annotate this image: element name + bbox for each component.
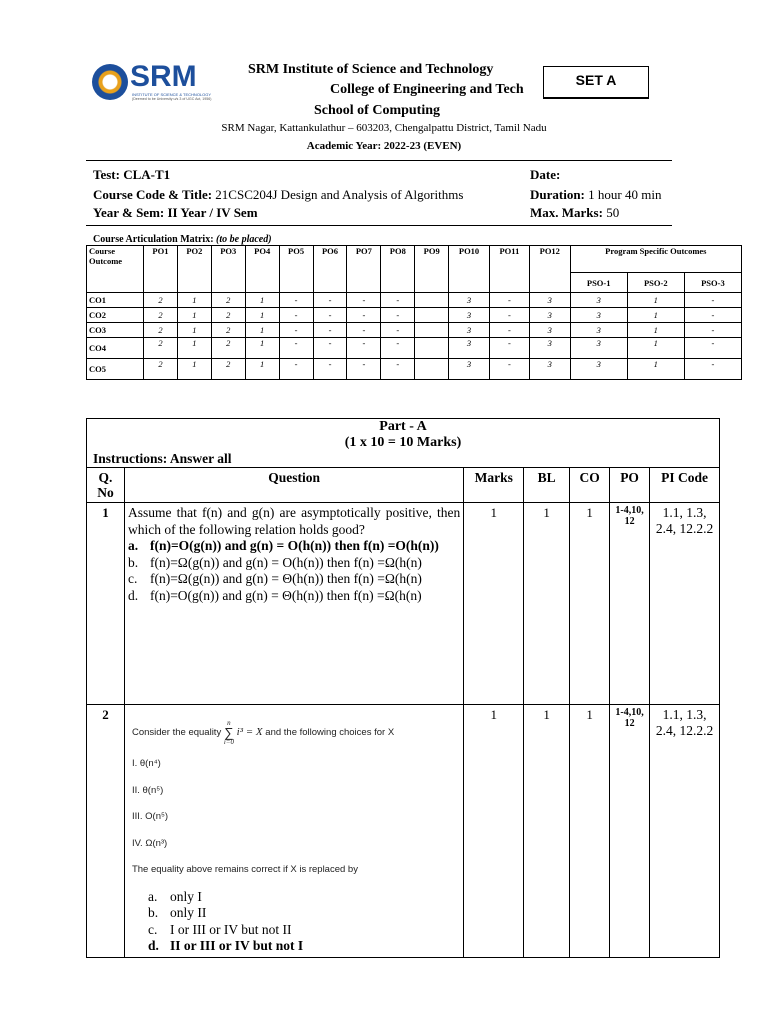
matrix-cell: [415, 308, 449, 323]
matrix-cell: 2: [144, 359, 178, 380]
matrix-caption: Course Articulation Matrix: (to be placed): [93, 234, 272, 245]
matrix-cell: 1: [177, 293, 211, 308]
co-header: CO: [570, 468, 610, 503]
matrix-row: [87, 338, 742, 359]
course-code-title: Course Code & Title: 21CSC204J Design and Analysis of Algorithms: [93, 187, 464, 202]
co-value: 1: [570, 503, 610, 705]
matrix-cell: [415, 293, 449, 308]
matrix-row: [87, 323, 742, 338]
matrix-cell: -: [489, 308, 529, 323]
matrix-cell: -: [347, 293, 381, 308]
matrix-cell: 3: [570, 338, 627, 359]
po-header: PO6: [313, 246, 347, 293]
po-header: PO3: [211, 246, 245, 293]
part-a-table: [86, 418, 720, 958]
divider: [86, 225, 672, 226]
question-number: 1: [87, 503, 125, 705]
matrix-cell: 3: [529, 308, 570, 323]
matrix-cell: -: [684, 338, 741, 359]
college-name: College of Engineering and Tech: [330, 82, 524, 97]
matrix-cell: -: [279, 323, 313, 338]
option-b: b. f(n)=Ω(g(n)) and g(n) = O(h(n)) then f(n) =Ω(h(n): [127, 554, 422, 570]
matrix-cell: 3: [570, 308, 627, 323]
option-a: a. only I: [147, 888, 202, 904]
matrix-cell: 1: [245, 338, 279, 359]
po-header: PO: [610, 468, 650, 503]
matrix-cell: -: [381, 338, 415, 359]
option-d: d. II or III or IV but not I: [147, 938, 304, 953]
matrix-cell: 2: [144, 323, 178, 338]
po-header: PO9: [415, 246, 449, 293]
po-header: PO2: [177, 246, 211, 293]
matrix-cell: 3: [449, 359, 490, 380]
matrix-cell: -: [684, 308, 741, 323]
matrix-cell: -: [381, 359, 415, 380]
matrix-cell: -: [347, 338, 381, 359]
matrix-cell: -: [347, 323, 381, 338]
po-header: PO5: [279, 246, 313, 293]
question-image: [128, 707, 460, 879]
course-outcome-cell: CO4: [87, 338, 144, 359]
bl-value: 1: [524, 503, 570, 705]
matrix-cell: -: [381, 323, 415, 338]
matrix-cell: 3: [529, 293, 570, 308]
matrix-cell: 3: [570, 293, 627, 308]
matrix-cell: -: [279, 359, 313, 380]
question-1: [124, 503, 463, 705]
divider: [86, 160, 672, 161]
po-header: PO1: [144, 246, 178, 293]
course-outcome-cell: CO3: [87, 323, 144, 338]
part-marks-scheme: (1 x 10 = 10 Marks): [344, 435, 462, 450]
matrix-cell: 1: [245, 359, 279, 380]
image-closing: The equality above remains correct if X is replaced by: [131, 864, 358, 875]
matrix-cell: 3: [449, 323, 490, 338]
option-b: b. only II: [147, 905, 207, 920]
max-marks: Max. Marks: 50: [530, 205, 620, 220]
matrix-cell: 2: [144, 293, 178, 308]
matrix-cell: -: [279, 293, 313, 308]
matrix-cell: 3: [529, 359, 570, 380]
matrix-cell: -: [313, 338, 347, 359]
matrix-cell: 3: [529, 323, 570, 338]
matrix-cell: -: [489, 338, 529, 359]
matrix-row: [87, 293, 742, 308]
matrix-cell: 2: [211, 323, 245, 338]
matrix-cell: 1: [245, 323, 279, 338]
matrix-cell: -: [684, 323, 741, 338]
bl-value: 1: [524, 705, 570, 958]
matrix-cell: 1: [245, 293, 279, 308]
matrix-row: [87, 308, 742, 323]
matrix-cell: 1: [177, 338, 211, 359]
matrix-cell: 1: [177, 308, 211, 323]
matrix-cell: 2: [144, 308, 178, 323]
matrix-row: [87, 359, 742, 380]
marks-header: Marks: [464, 468, 524, 503]
matrix-cell: -: [347, 359, 381, 380]
question-text: Assume that f(n) and g(n) are asymptotically positive, then which of the following relation holds good?: [127, 505, 461, 537]
matrix-cell: -: [313, 293, 347, 308]
course-outcome-cell: CO5: [87, 359, 144, 380]
option-c: c. I or III or IV but not II: [147, 921, 292, 937]
image-choice: II. θ(n⁵): [131, 784, 164, 796]
po-header: PO7: [347, 246, 381, 293]
matrix-cell: -: [489, 359, 529, 380]
matrix-cell: -: [381, 308, 415, 323]
address: SRM Nagar, Kattankulathur – 603203, Chengalpattu District, Tamil Nadu: [221, 122, 547, 134]
po-header: PO11: [489, 246, 529, 293]
date-label: Date:: [530, 167, 561, 182]
po-value: 1-4,10, 12: [610, 503, 650, 705]
logo-text: SRM: [130, 60, 197, 93]
matrix-cell: 1: [245, 308, 279, 323]
pso-group-header: Program Specific Outcomes: [570, 246, 741, 273]
po-header: PO10: [449, 246, 490, 293]
course-outcome-cell: CO2: [87, 308, 144, 323]
matrix-cell: 3: [570, 359, 627, 380]
po-header: PO8: [381, 246, 415, 293]
matrix-cell: 1: [627, 338, 684, 359]
outcome-header: Course Outcome: [87, 246, 144, 293]
matrix-cell: [415, 359, 449, 380]
matrix-cell: 3: [529, 338, 570, 359]
matrix-cell: -: [381, 293, 415, 308]
marks-value: 1: [464, 705, 524, 958]
matrix-cell: 1: [177, 323, 211, 338]
course-outcome-cell: CO1: [87, 293, 144, 308]
marks-value: 1: [464, 503, 524, 705]
option-a: a. f(n)=O(g(n)) and g(n) = O(h(n)) then f(n) =O(h(n)): [127, 538, 439, 553]
institute-name: SRM Institute of Science and Technology: [248, 62, 494, 77]
matrix-cell: 2: [211, 338, 245, 359]
pso-header: PSO-3: [684, 273, 741, 293]
matrix-cell: -: [313, 323, 347, 338]
matrix-cell: 1: [627, 293, 684, 308]
course-articulation-matrix: [86, 245, 742, 380]
question-header: Question: [124, 468, 463, 503]
option-c: c. f(n)=Ω(g(n)) and g(n) = Θ(h(n)) then f(n) =Ω(h(n): [127, 571, 422, 586]
po-header: PO12: [529, 246, 570, 293]
image-intro: Consider the equality n ∑ i=0 i³ = X and the following choices for X: [131, 719, 395, 746]
matrix-cell: 1: [627, 308, 684, 323]
matrix-cell: -: [279, 308, 313, 323]
matrix-cell: -: [489, 293, 529, 308]
matrix-cell: 1: [627, 323, 684, 338]
matrix-cell: 1: [177, 359, 211, 380]
srm-logo: [92, 60, 216, 106]
academic-year: Academic Year: 2022-23 (EVEN): [306, 140, 462, 152]
matrix-cell: [415, 323, 449, 338]
matrix-cell: 3: [570, 323, 627, 338]
question-number: 2: [87, 705, 125, 958]
matrix-cell: 1: [627, 359, 684, 380]
matrix-cell: -: [313, 308, 347, 323]
matrix-cell: -: [684, 359, 741, 380]
co-value: 1: [570, 705, 610, 958]
image-choice: IV. Ω(n³): [131, 837, 168, 849]
pi-code-value: 1.1, 1.3, 2.4, 12.2.2: [650, 503, 720, 705]
matrix-cell: 3: [449, 338, 490, 359]
matrix-cell: [415, 338, 449, 359]
matrix-cell: 2: [211, 359, 245, 380]
test-label: Test: CLA-T1: [93, 167, 171, 182]
image-choice: III. O(n⁵): [131, 811, 169, 822]
matrix-cell: -: [347, 308, 381, 323]
matrix-cell: -: [313, 359, 347, 380]
set-label: SET A: [575, 72, 617, 88]
part-title: Part - A: [379, 419, 427, 434]
logo-tagline: INSTITUTE OF SCIENCE & TECHNOLOGY: [132, 92, 212, 97]
pi-code-header: PI Code: [650, 468, 720, 503]
matrix-cell: 2: [144, 338, 178, 359]
instructions: Instructions: Answer all: [93, 451, 232, 466]
matrix-cell: -: [279, 338, 313, 359]
matrix-cell: 3: [449, 293, 490, 308]
po-value: 1-4,10, 12: [610, 705, 650, 958]
question-2: [124, 705, 463, 958]
matrix-cell: -: [489, 323, 529, 338]
year-sem: Year & Sem: II Year / IV Sem: [93, 205, 258, 220]
logo-emblem-icon: [92, 64, 128, 100]
duration: Duration: 1 hour 40 min: [530, 187, 662, 202]
logo-tagline-2: (Deemed to be University u/s 3 of UGC Act, 1956): [132, 97, 212, 101]
sum-symbol: n ∑ i=0: [223, 719, 235, 746]
matrix-cell: 2: [211, 308, 245, 323]
matrix-cell: 2: [211, 293, 245, 308]
po-header: PO4: [245, 246, 279, 293]
pso-header: PSO-1: [570, 273, 627, 293]
pso-header: PSO-2: [627, 273, 684, 293]
image-choice: I. θ(n⁴): [131, 758, 161, 769]
bl-header: BL: [524, 468, 570, 503]
option-d: d. f(n)=O(g(n)) and g(n) = Θ(h(n)) then f(n) =Ω(h(n): [127, 587, 422, 603]
qno-header: Q. No: [87, 468, 125, 503]
matrix-cell: -: [684, 293, 741, 308]
pi-code-value: 1.1, 1.3, 2.4, 12.2.2: [650, 705, 720, 958]
set-box: [543, 66, 649, 99]
matrix-cell: 3: [449, 308, 490, 323]
school-name: School of Computing: [314, 103, 441, 118]
